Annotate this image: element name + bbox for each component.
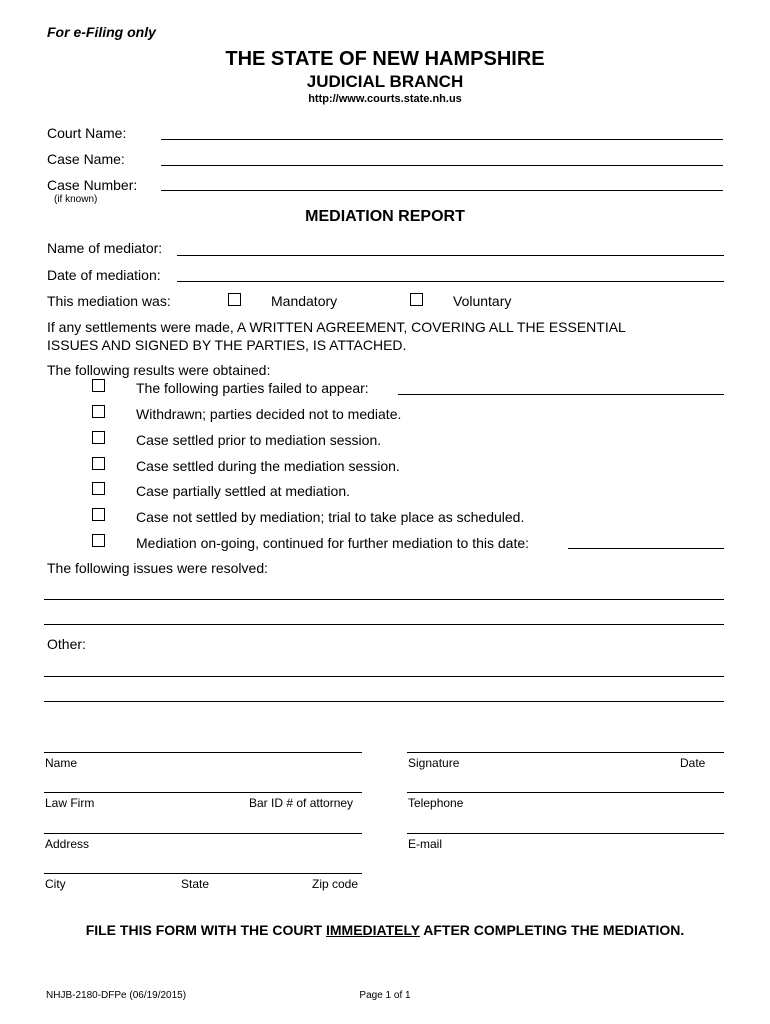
address-line (44, 833, 362, 834)
mediator-label: Name of mediator: (47, 240, 163, 256)
law-firm-field[interactable] (46, 774, 360, 792)
telephone-line (407, 792, 724, 793)
other-line-2 (44, 701, 724, 702)
result-failed-to-appear: The following parties failed to appear: (136, 380, 369, 396)
instruction-before: FILE THIS FORM WITH THE COURT (85, 922, 326, 938)
other-field-2[interactable] (46, 683, 722, 701)
email-field[interactable] (409, 815, 722, 833)
result-checkbox-failed-to-appear[interactable] (92, 379, 105, 392)
court-name-label: Court Name: (47, 125, 127, 141)
other-field-1[interactable] (46, 658, 722, 676)
signature-label: Signature (408, 756, 460, 770)
result-not-settled: Case not settled by mediation; trial to take place as scheduled. (136, 509, 525, 525)
court-name-line (161, 139, 723, 140)
continued-date-line (568, 548, 724, 549)
date-field[interactable] (179, 263, 722, 281)
result-checkbox-on-going[interactable] (92, 534, 105, 547)
case-name-line (161, 165, 723, 166)
result-settled-prior: Case settled prior to mediation session. (136, 432, 382, 448)
page-number: Page 1 of 1 (359, 990, 411, 1001)
name-label: Name (45, 756, 78, 770)
case-number-field[interactable] (163, 172, 721, 190)
result-checkbox-partially-settled[interactable] (92, 482, 105, 495)
voluntary-checkbox[interactable] (410, 293, 423, 306)
settlement-note-2: ISSUES AND SIGNED BY THE PARTIES, IS ATTACHED. (47, 337, 407, 353)
issues-line-1 (44, 599, 724, 600)
instruction-emphasis: IMMEDIATELY (326, 922, 420, 938)
case-name-label: Case Name: (47, 151, 125, 167)
law-firm-label: Law Firm (45, 796, 95, 810)
address-label: Address (45, 837, 90, 851)
mediation-type-label: This mediation was: (47, 293, 171, 309)
result-partially-settled: Case partially settled at mediation. (136, 483, 350, 499)
form-number: NHJB-2180-DFPe (06/19/2015) (46, 990, 187, 1001)
results-heading: The following results were obtained: (47, 362, 271, 378)
email-line (407, 833, 724, 834)
email-label: E-mail (408, 837, 443, 851)
signature-date-label: Date (680, 756, 706, 770)
report-title: MEDIATION REPORT (305, 208, 465, 225)
efiling-note: For e-Filing only (47, 24, 156, 40)
city-line (44, 873, 362, 874)
signature-line (407, 752, 724, 753)
issues-field-1[interactable] (46, 581, 722, 599)
case-number-label: Case Number: (47, 177, 138, 193)
zip-label: Zip code (312, 877, 359, 891)
state-title: THE STATE OF NEW HAMPSHIRE (225, 48, 545, 70)
name-line (44, 752, 362, 753)
mandatory-checkbox[interactable] (228, 293, 241, 306)
result-checkbox-settled-during[interactable] (92, 457, 105, 470)
case-number-line (161, 190, 723, 191)
name-field[interactable] (46, 734, 360, 752)
bar-id-label: Bar ID # of attorney (249, 796, 354, 810)
city-state-zip-field[interactable] (46, 855, 360, 873)
voluntary-label: Voluntary (453, 293, 512, 309)
mandatory-label: Mandatory (271, 293, 338, 309)
case-name-field[interactable] (163, 147, 721, 165)
signature-field[interactable] (409, 734, 722, 752)
telephone-field[interactable] (409, 774, 722, 792)
city-label: City (45, 877, 66, 891)
mediator-line (177, 255, 724, 256)
telephone-label: Telephone (408, 796, 464, 810)
other-line-1 (44, 676, 724, 677)
other-label: Other: (47, 636, 86, 652)
result-checkbox-settled-prior[interactable] (92, 431, 105, 444)
issues-line-2 (44, 624, 724, 625)
result-checkbox-not-settled[interactable] (92, 508, 105, 521)
failed-parties-field[interactable] (400, 376, 722, 394)
address-field[interactable] (46, 815, 360, 833)
law-firm-line (44, 792, 362, 793)
mediator-field[interactable] (179, 237, 722, 255)
result-withdrawn: Withdrawn; parties decided not to mediate. (136, 406, 402, 422)
instruction-after: AFTER COMPLETING THE MEDIATION. (419, 922, 685, 938)
branch-title: JUDICIAL BRANCH (306, 72, 464, 91)
result-settled-during: Case settled during the mediation session. (136, 458, 400, 474)
issues-field-2[interactable] (46, 606, 722, 624)
filing-instruction (0, 922, 770, 938)
result-checkbox-withdrawn[interactable] (92, 405, 105, 418)
issues-heading: The following issues were resolved: (47, 560, 268, 576)
state-label: State (181, 877, 210, 891)
date-line (177, 281, 724, 282)
failed-parties-line (398, 394, 724, 395)
continued-date-field[interactable] (570, 530, 722, 548)
settlement-note-1: If any settlements were made, A WRITTEN AGREEMENT, COVERING ALL THE ESSENTIAL (47, 319, 626, 335)
court-url[interactable]: http://www.courts.state.nh.us (308, 93, 462, 105)
result-on-going: Mediation on-going, continued for further mediation to this date: (136, 535, 530, 551)
court-name-field[interactable] (163, 121, 721, 139)
if-known-note: (if known) (54, 194, 98, 205)
date-label: Date of mediation: (47, 267, 161, 283)
